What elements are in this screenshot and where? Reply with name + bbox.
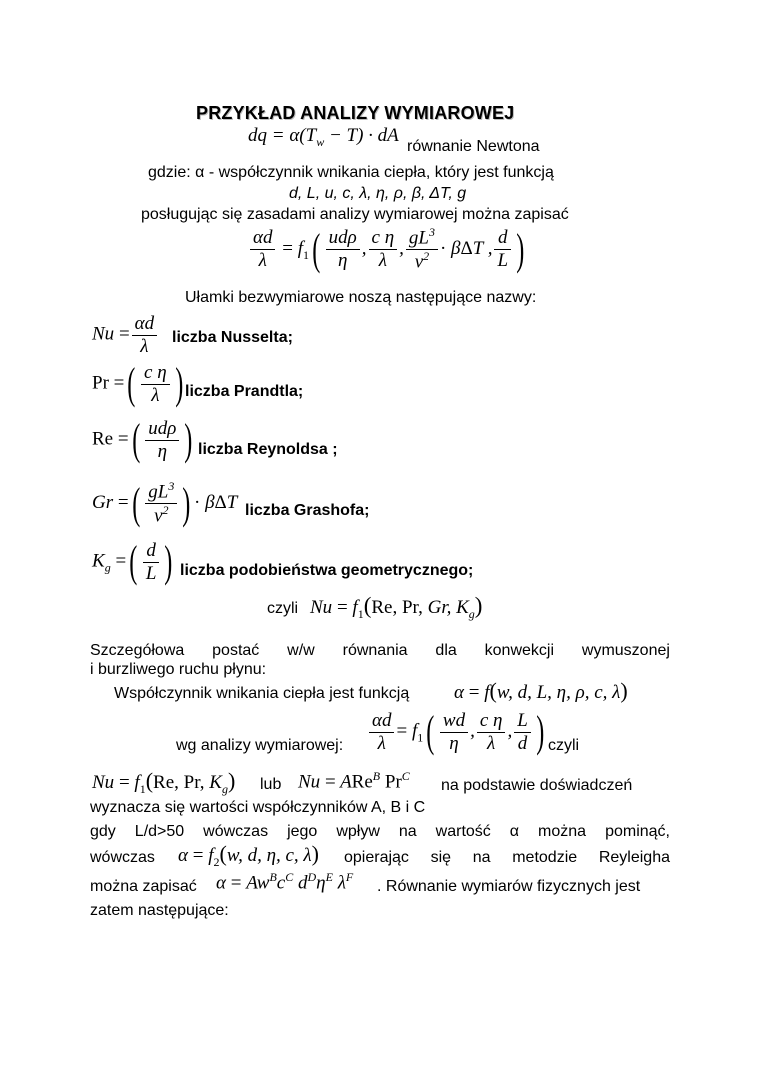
reynolds-formula: Re =( $\frac{\text{udρ}}{\eta}$ ) <box>92 415 193 465</box>
nusselt-formula: Nu = $\frac{\alpha d}{\lambda}$ <box>92 313 159 358</box>
reyleigh-formula: $\alpha = Aw^Bc^C$ $d^D\eta^E$ $\lambda^F$ <box>216 870 354 894</box>
ld-line: gdy L/d>50 wówczas jego wpływ na wartość α można pominąć, <box>90 823 670 840</box>
alpha-function-label: Współczynnik wnikania ciepła jest funkcją <box>114 685 410 702</box>
geometric-formula: $K_g$ =( $\frac{d}{L}$ ) <box>92 537 173 587</box>
prandtl-formula: Pr =( $\frac{\text{c η}}{\lambda}$ ) <box>92 359 183 409</box>
detail-paragraph-line2: i burzliwego ruchu płynu: <box>90 661 267 678</box>
wowczas-label: wówczas <box>90 849 155 866</box>
alpha-f2-formula: $\alpha = f_2(w$, d, η, c, λ) <box>178 841 319 869</box>
mozna-zapisac-label: można zapisać <box>90 878 197 895</box>
where-line: gdzie: α - współczynnik wnikania ciepła, który jest funkcją <box>148 164 554 181</box>
coeff-line: wyznacza się wartości współczynników A, B i C <box>90 799 426 816</box>
prandtl-label: liczba Prandtla; <box>185 383 304 400</box>
nu-function-formula: $Nu = f_1(Re$, Pr, Gr, $K_g$) <box>310 593 483 621</box>
main-dimensional-equation: $\frac{\alpha d}{\lambda}$ = $f_1$( $\frac{\text{udρ}}{\eta}$ , $\frac{\text{c η}}{\lambda}$ , $\frac{gL^3}{\nu^2}$ · βΔT , $\frac{d}{L}$ ) <box>248 226 528 273</box>
reynolds-label: liczba Reynoldsa ; <box>198 441 338 458</box>
detail-paragraph-line1: Szczegółowa postać w/w równania dla konwekcji wymuszonej <box>90 642 670 659</box>
nusselt-label: liczba Nusselta; <box>172 329 293 346</box>
grashof-label: liczba Grashofa; <box>245 502 370 519</box>
newton-label: równanie Newtona <box>407 138 540 155</box>
variables-line: d, L, u, c, λ, η, ρ, β, ΔT, g <box>289 185 467 202</box>
lub-label: lub <box>260 776 282 793</box>
grashof-formula: Gr =( $\frac{gL^3}{\nu^2}$ ) · βΔT <box>92 478 238 528</box>
wg-formula: $\frac{\alpha d}{\lambda}$ = $f_1$( $\frac{wd}{\eta}$ , $\frac{\text{c η}}{\lambda}$ , $\frac{L}{d}$ ) <box>367 710 547 755</box>
czyli-label: czyli <box>267 600 299 617</box>
equation-text: . Równanie wymiarów fizycznych jest <box>377 878 641 895</box>
newton-equation: dq = $\alpha(T_w - T)$ · dA <box>248 125 399 149</box>
geometric-label: liczba podobieństwa geometrycznego; <box>180 562 474 579</box>
alpha-function-formula: α = f(w, d, L, η, ρ, c, λ) <box>454 678 628 703</box>
dimensionless-intro: Ułamki bezwymiarowe noszą następujące nazwy: <box>185 289 537 306</box>
page-title: PRZYKŁAD ANALIZY WYMIAROWEJ <box>196 103 515 123</box>
wg-label: wg analizy wymiarowej: <box>176 737 344 754</box>
last-line: zatem następujące: <box>90 902 229 919</box>
dim-analysis-line: posługując się zasadami analizy wymiarowej można zapisać <box>141 206 569 223</box>
nu-f1-formula: $Nu = f_1(Re$, Pr, $K_g$) <box>92 768 236 796</box>
reyleigh-text: opierając się na metodzie Reyleigha <box>344 849 670 866</box>
experiments-text: na podstawie doświadczeń <box>441 777 633 794</box>
czyli2-label: czyli <box>548 737 580 754</box>
power-law-formula: Nu = ARe$^B$ $Pr^C$ <box>298 769 410 793</box>
